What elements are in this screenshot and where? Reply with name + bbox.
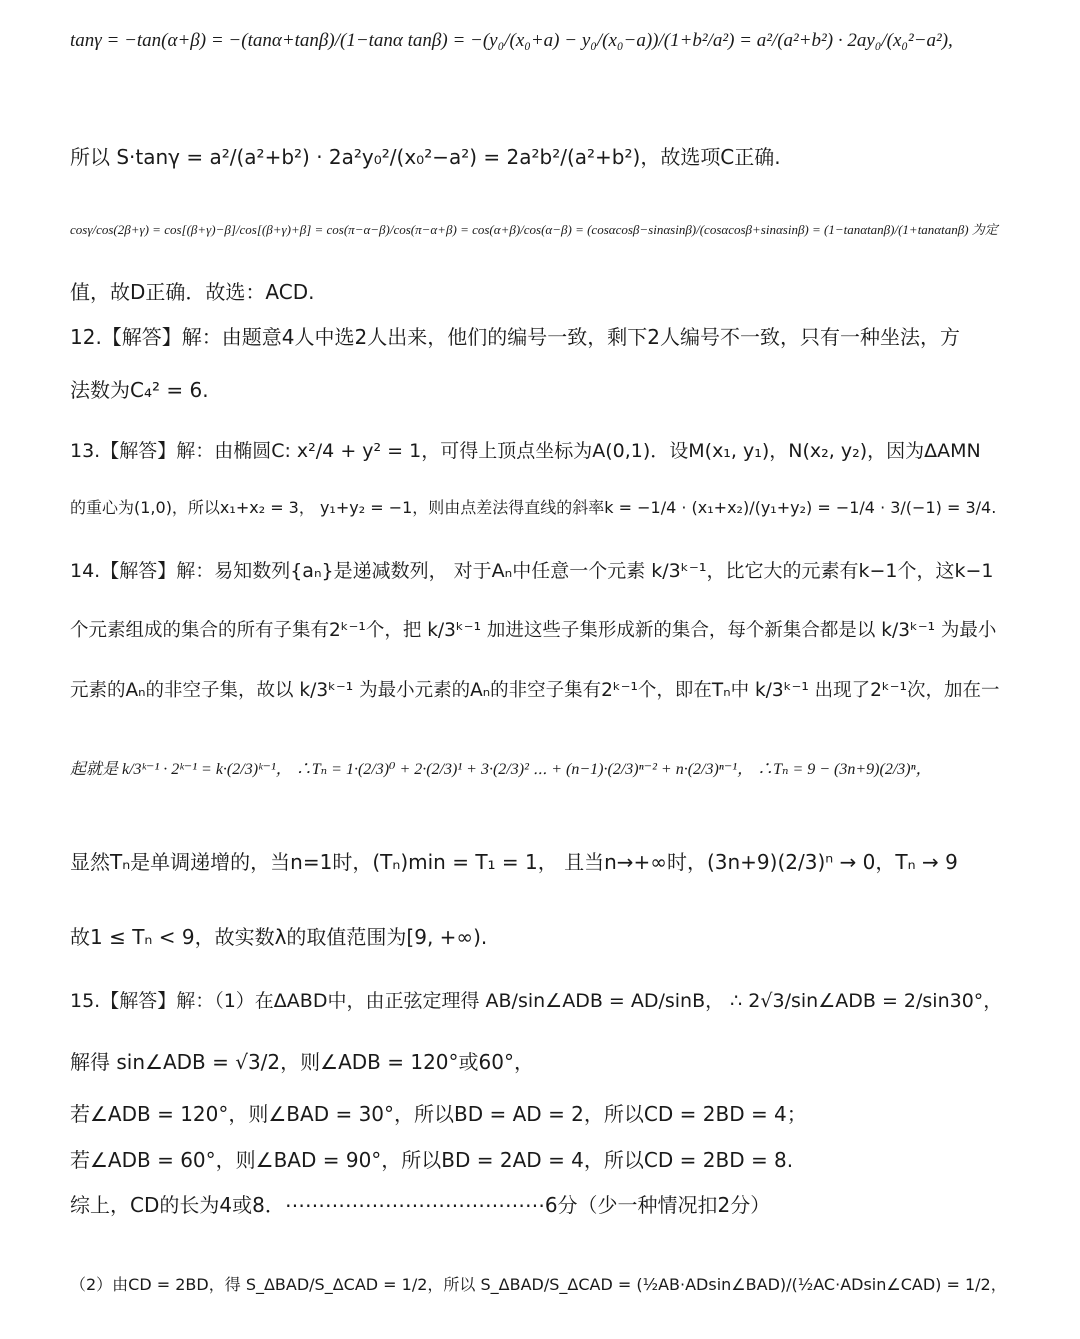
answer-15-line-4: 若∠ADB = 60°，则∠BAD = 90°，所以BD = 2AD = 4，所以CD = 2BD = 8. <box>70 1148 794 1172</box>
answer-14-line-6: 故1 ≤ Tₙ < 9，故实数λ的取值范围为[9, +∞). <box>70 925 488 949</box>
answer-15-line-3: 若∠ADB = 120°，则∠BAD = 30°，所以BD = AD = 2，所以CD = 2BD = 4； <box>70 1102 807 1126</box>
cos-ratio-derivation: cosγ/cos(2β+γ) = cos[(β+γ)−β]/cos[(β+γ)+β] = cos(π−α−β)/cos(π−α+β) = cos(α+β)/cos(α−β) = (cosαcosβ−sinαsinβ)/(cosαcosβ+sinαsinβ) = (1−tanαtanβ)/(1+tanαtanβ) 为定 <box>70 222 998 237</box>
answer-14-line-5: 显然Tₙ是单调递增的，当n=1时，(Tₙ)min = T₁ = 1， 且当n→+∞时，(3n+9)(2/3)ⁿ → 0，Tₙ → 9 <box>70 850 958 874</box>
answer-15-line-5: 综上，CD的长为4或8．⋯⋯⋯⋯⋯⋯⋯⋯⋯⋯⋯⋯⋯6分（少一种情况扣2分） <box>70 1193 771 1217</box>
answer-12-line-1: 12.【解答】解：由题意4人中选2人出来，他们的编号一致，剩下2人编号不一致，只有一种坐法，方 <box>70 325 960 349</box>
answer-14-line-3: 元素的Aₙ的非空子集，故以 k/3ᵏ⁻¹ 为最小元素的Aₙ的非空子集有2ᵏ⁻¹个，即在Tₙ中 k/3ᵏ⁻¹ 出现了2ᵏ⁻¹次，加在一 <box>70 680 1000 701</box>
answer-12-line-2: 法数为C₄² = 6. <box>70 378 209 402</box>
tan-gamma-derivation: tanγ = −tan(α+β) = −(tanα+tanβ)/(1−tanα tanβ) = −(y₀/(x₀+a) − y₀/(x₀−a))/(1+b²/a²) = a²/(a²+b²) · 2ay₀/(x₀²−a²), <box>70 30 953 51</box>
answer-15-line-1: 15.【解答】解：（1）在ΔABD中，由正弦定理得 AB/sin∠ADB = AD/sinB， ∴ 2√3/sin∠ADB = 2/sin30°， <box>70 990 1003 1012</box>
answer-15-line-6: （2）由CD = 2BD，得 S_ΔBAD/S_ΔCAD = 1/2，所以 S_ΔBAD/S_ΔCAD = (½AB·ADsin∠BAD)/(½AC·ADsin∠CAD) = 1/2， <box>70 1275 1007 1294</box>
answer-13-line-1: 13.【解答】解：由椭圆C: x²/4 + y² = 1，可得上顶点坐标为A(0,1)．设M(x₁, y₁)，N(x₂, y₂)，因为ΔAMN <box>70 440 981 462</box>
option-c-conclusion: 所以 S·tanγ = a²/(a²+b²) · 2a²y₀²/(x₀²−a²) = 2a²b²/(a²+b²)，故选项C正确. <box>70 145 781 169</box>
option-d-conclusion: 值，故D正确．故选：ACD. <box>70 280 315 304</box>
answer-14-line-2: 个元素组成的集合的所有子集有2ᵏ⁻¹个，把 k/3ᵏ⁻¹ 加进这些子集形成新的集合，每个新集合都是以 k/3ᵏ⁻¹ 为最小 <box>70 620 997 641</box>
answer-13-line-2: 的重心为(1,0)，所以x₁+x₂ = 3， y₁+y₂ = −1，则由点差法得直线的斜率k = −1/4 · (x₁+x₂)/(y₁+y₂) = −1/4 · 3/(−1) = 3/4. <box>70 498 997 517</box>
answer-14-line-4: 起就是 k/3ᵏ⁻¹ · 2ᵏ⁻¹ = k·(2/3)ᵏ⁻¹， ∴Tₙ = 1·(2/3)⁰ + 2·(2/3)¹ + 3·(2/3)² ⋯ + (n−1)·(2/3)ⁿ⁻² + n·(2/3)ⁿ⁻¹， ∴Tₙ = 9 − (3n+9)(2/3)ⁿ， <box>70 761 932 778</box>
answer-15-line-2: 解得 sin∠ADB = √3/2，则∠ADB = 120°或60°， <box>70 1050 534 1074</box>
answer-14-line-1: 14.【解答】解：易知数列{aₙ}是递减数列， 对于Aₙ中任意一个元素 k/3ᵏ⁻¹，比它大的元素有k−1个，这k−1 <box>70 560 994 582</box>
